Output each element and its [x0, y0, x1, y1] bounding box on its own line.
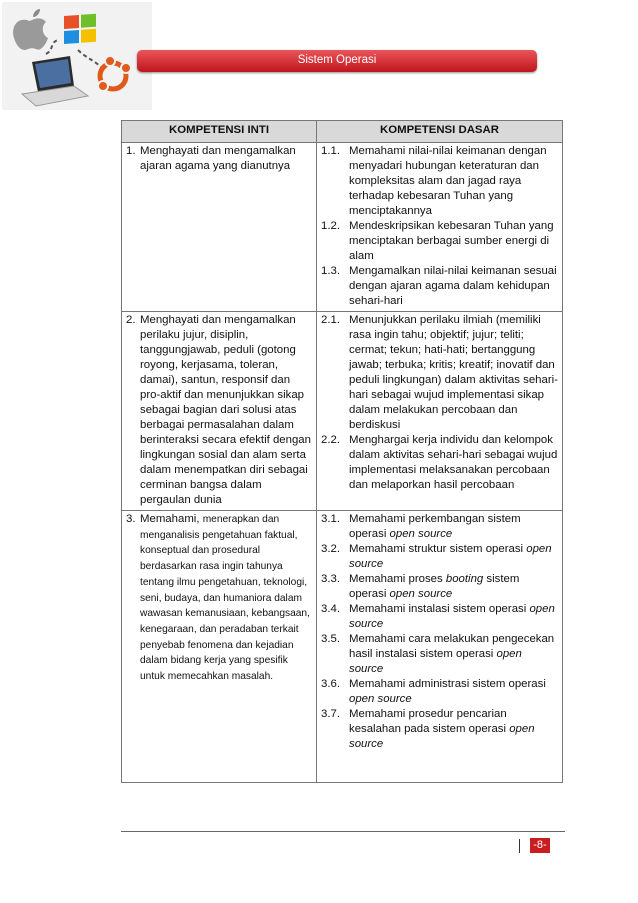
kd-item: [321, 707, 558, 752]
ki-text-lead: Memahami,: [140, 513, 200, 525]
kd-number: 2.2.: [321, 434, 340, 446]
kd-emphasis: open source: [349, 603, 555, 630]
footer-separator: [519, 839, 520, 853]
kd-item: [321, 602, 558, 632]
ki-text: Menghayati dan mengamalkan ajaran agama yang dianutnya: [140, 145, 296, 172]
kd-item: [321, 219, 558, 264]
kd-text: Memahami nilai-nilai keimanan dengan menyadari hubungan keteraturan dan kompleksitas alam dan jagad raya terhadap kebesaran Tuhan yang menciptakannya: [349, 145, 547, 217]
kd-cell: [317, 312, 563, 511]
kd-cell: [317, 143, 563, 312]
kd-number: 1.1.: [321, 145, 340, 157]
ki-number: 2.: [126, 314, 136, 326]
kd-text: Menghargai kerja individu dan kelompok dalam aktivitas sehari-hari sebagai wujud implementasi melaksanakan percobaan dan melaporkan hasil percobaan: [349, 434, 558, 491]
kd-emphasis: open source: [349, 723, 535, 750]
page-number: -8-: [530, 838, 550, 853]
table-row: [122, 511, 563, 783]
kd-number: 3.6.: [321, 678, 340, 690]
kd-text: Mendeskripsikan kebesaran Tuhan yang menciptakan berbagai sumber energi di alam: [349, 220, 554, 262]
ki-text: menerapkan dan menganalisis pengetahuan faktual, konseptual dan prosedural berdasarkan rasa ingin tahunya tentang ilmu pengetahuan, teknologi, seni, budaya, dan humaniora dalam wawasan kemanusiaan, kebangsaan, kenegaraan, dan peradaban terkait penyebab fenomena dan kejadian dalam bidang kerja yang spesifik untuk memecahkan masalah.: [140, 514, 310, 683]
ki-cell: [122, 511, 317, 783]
kd-item: [321, 542, 558, 572]
footer-divider: [121, 831, 565, 832]
kd-text-tail: sistem operasi: [349, 573, 520, 600]
ki-number: 1.: [126, 145, 136, 157]
kd-number: 3.1.: [321, 513, 340, 525]
kd-text: Memahami prosedur pencarian kesalahan pada sistem operasi: [349, 708, 507, 735]
kd-number: 3.5.: [321, 633, 340, 645]
kd-item: [321, 264, 558, 309]
table-row: [122, 143, 563, 312]
kd-item: [321, 433, 558, 493]
kd-text: Memahami proses: [349, 573, 443, 585]
kd-number: 3.2.: [321, 543, 340, 555]
kd-emphasis: open source: [389, 528, 453, 540]
kd-cell: [317, 511, 563, 783]
kd-emphasis: open source: [349, 543, 552, 570]
kd-emphasis: open source: [389, 588, 453, 600]
kd-item: [321, 572, 558, 602]
table-row: [122, 312, 563, 511]
kd-text: Memahami instalasi sistem operasi: [349, 603, 527, 615]
kd-text: Memahami struktur sistem operasi: [349, 543, 524, 555]
kd-text: Mengamalkan nilai-nilai keimanan sesuai dengan ajaran agama dalam kehidupan sehari-hari: [349, 265, 557, 307]
ki-cell: [122, 143, 317, 312]
ki-number: 3.: [126, 513, 136, 525]
kd-text: Memahami perkembangan sistem operasi: [349, 513, 521, 540]
kd-text: Memahami administrasi sistem operasi: [349, 678, 546, 690]
kd-number: 1.2.: [321, 220, 340, 232]
header-kompetensi-dasar: KOMPETENSI DASAR: [317, 121, 563, 143]
header-title: Sistem Operasi: [297, 54, 377, 66]
kd-text: Memahami cara melakukan pengecekan hasil instalasi sistem operasi: [349, 633, 555, 660]
ki-cell: [122, 312, 317, 511]
kd-item: [321, 632, 558, 677]
competency-table: [121, 120, 563, 783]
kd-number: 1.3.: [321, 265, 340, 277]
kd-emphasis: open source: [349, 693, 412, 705]
header-kompetensi-inti: KOMPETENSI INTI: [122, 121, 317, 143]
kd-text: Menunjukkan perilaku ilmiah (memiliki rasa ingin tahu; objektif; jujur; teliti; cermat; tekun; hati-hati; bertanggung jawab; terbuka; kritis; kreatif; inovatif dan peduli lingkungan) dalam aktivitas sehari-hari sebagai wujud implementasi sikap dalam melakukan percobaan dan berdiskusi: [349, 314, 558, 431]
kd-number: 3.4.: [321, 603, 340, 615]
kd-number: 3.7.: [321, 708, 340, 720]
table-header-row: [122, 121, 563, 143]
kd-item: [321, 313, 558, 433]
kd-item: [321, 677, 558, 707]
kd-emphasis: open source: [349, 648, 522, 675]
kd-item: [321, 144, 558, 219]
kd-emphasis: booting: [445, 573, 484, 585]
kd-item: [321, 512, 558, 542]
header-bar: [137, 50, 537, 72]
ki-text: Menghayati dan mengamalkan perilaku jujur, disiplin, tanggungjawab, peduli (gotong royong, kerjasama, toleran, damai), santun, responsif dan pro-aktif dan menunjukkan sikap sebagai bagian dari solusi atas berbagai permasalahan dalam berinteraksi secara efektif dengan lingkungan sosial dan alam serta dalam menempatkan diri sebagai cerminan bangsa dalam pergaulan dunia: [140, 314, 311, 506]
kd-number: 2.1.: [321, 314, 340, 326]
os-logos: [2, 2, 152, 110]
kd-number: 3.3.: [321, 573, 340, 585]
